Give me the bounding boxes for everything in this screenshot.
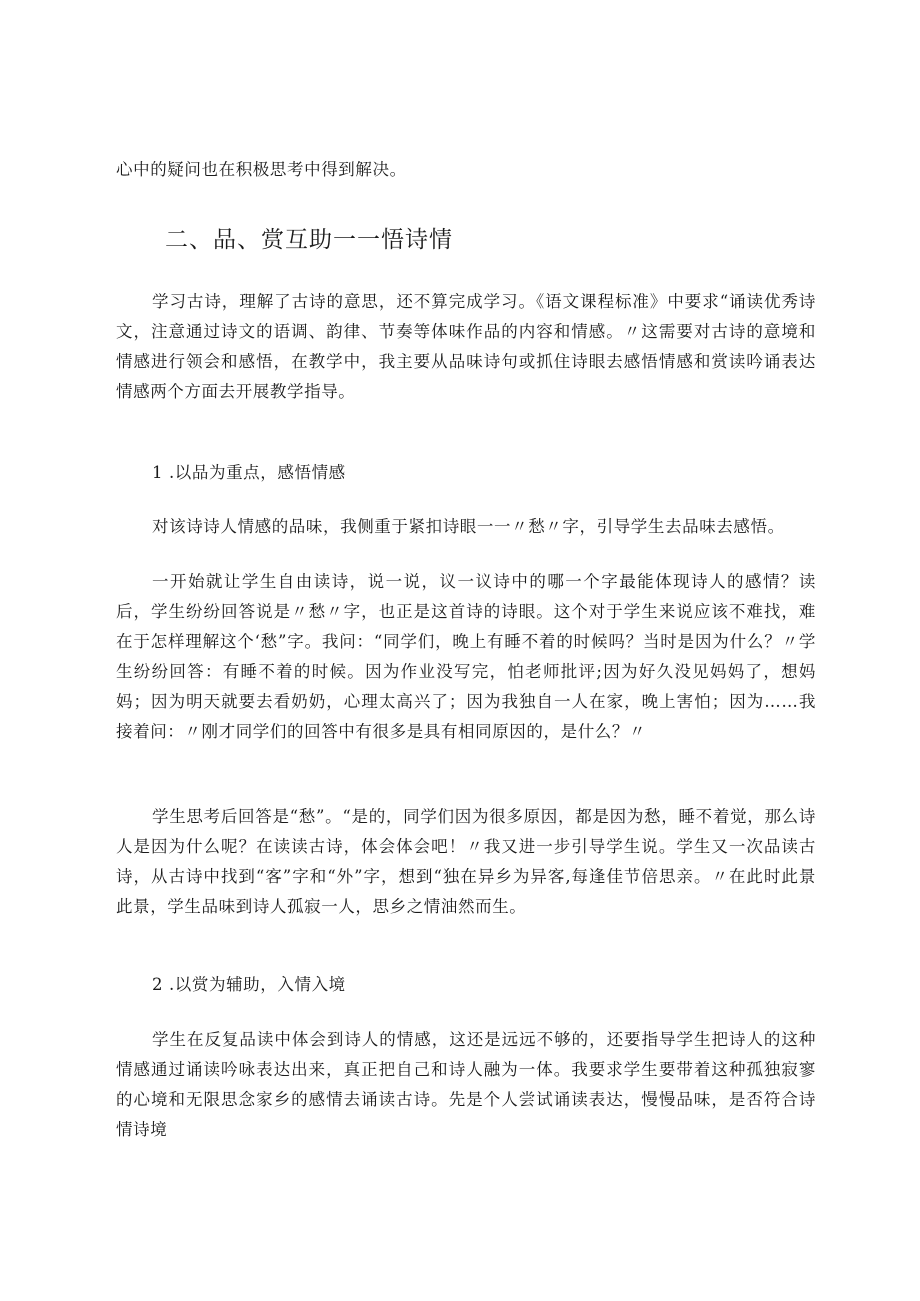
subheading-1: 1 .以品为重点，感悟情感 — [152, 463, 346, 482]
paragraph-answer: 学生思考后回答是“愁”。“是的，同学们因为很多原因，都是因为愁，睡不着觉，那么诗人是因为什么呢？在读读古诗，体会体会吧！〃我又进一步引导学生说。学生又一次品读古诗，从古诗中找到“客”字和“外”字，想到“独在异乡为异客,每逢佳节倍思亲。〃在此时此景此景，学生品味到诗人孤寂一人，思乡之情油然而生。 — [116, 807, 816, 916]
paragraph-focus: 对该诗诗人情感的品味，我侧重于紧扣诗眼一一〃愁〃字，引导学生去品味去感悟。 — [152, 517, 785, 536]
paragraph-discussion: 一开始就让学生自由读诗，说一说，议一议诗中的哪一个字最能体现诗人的感情？读后，学生纷纷回答说是〃愁〃字，也正是这首诗的诗眼。这个对于学生来说应该不难找，难在于怎样理解这个‘愁”字。我问：“同学们，晚上有睡不着的时候吗？当时是因为什么？〃学生纷纷回答：有睡不着的时候。因为作业没写完，怕老师批评;因为好久没见妈妈了，想妈妈；因为明天就要去看奶奶，心理太高兴了；因为我独自一人在家，晚上害怕；因为……我接着问：〃刚才同学们的回答中有很多是具有相同原因的，是什么？〃 — [116, 572, 816, 741]
paragraph-recitation: 学生在反复品读中体会到诗人的情感，这还是远远不够的，还要指导学生把诗人的这种情感通过诵读吟咏表达出来，真正把自己和诗人融为一体。我要求学生要带着这种孤独寂寥的心境和无限思念家乡的感情去诵读古诗。先是个人尝试诵读表达，慢慢品味，是否符合诗情诗境 — [116, 1030, 816, 1139]
paragraph-intro: 学习古诗，理解了古诗的意思，还不算完成学习。《语文课程标准》中要求“诵读优秀诗文，注意通过诗文的语调、韵律、节奏等体味作品的内容和情感。〃这需要对古诗的意境和情感进行领会和感悟，在教学中，我主要从品味诗句或抓住诗眼去感悟情感和赏读吟诵表达情感两个方面去开展教学指导。 — [116, 292, 816, 401]
section-heading: 二、品、赏互助一一悟诗情 — [165, 227, 453, 253]
subheading-2: 2 .以赏为辅助，入情入境 — [152, 975, 346, 994]
paragraph-continuation: 心中的疑问也在积极思考中得到解决。 — [116, 160, 407, 179]
